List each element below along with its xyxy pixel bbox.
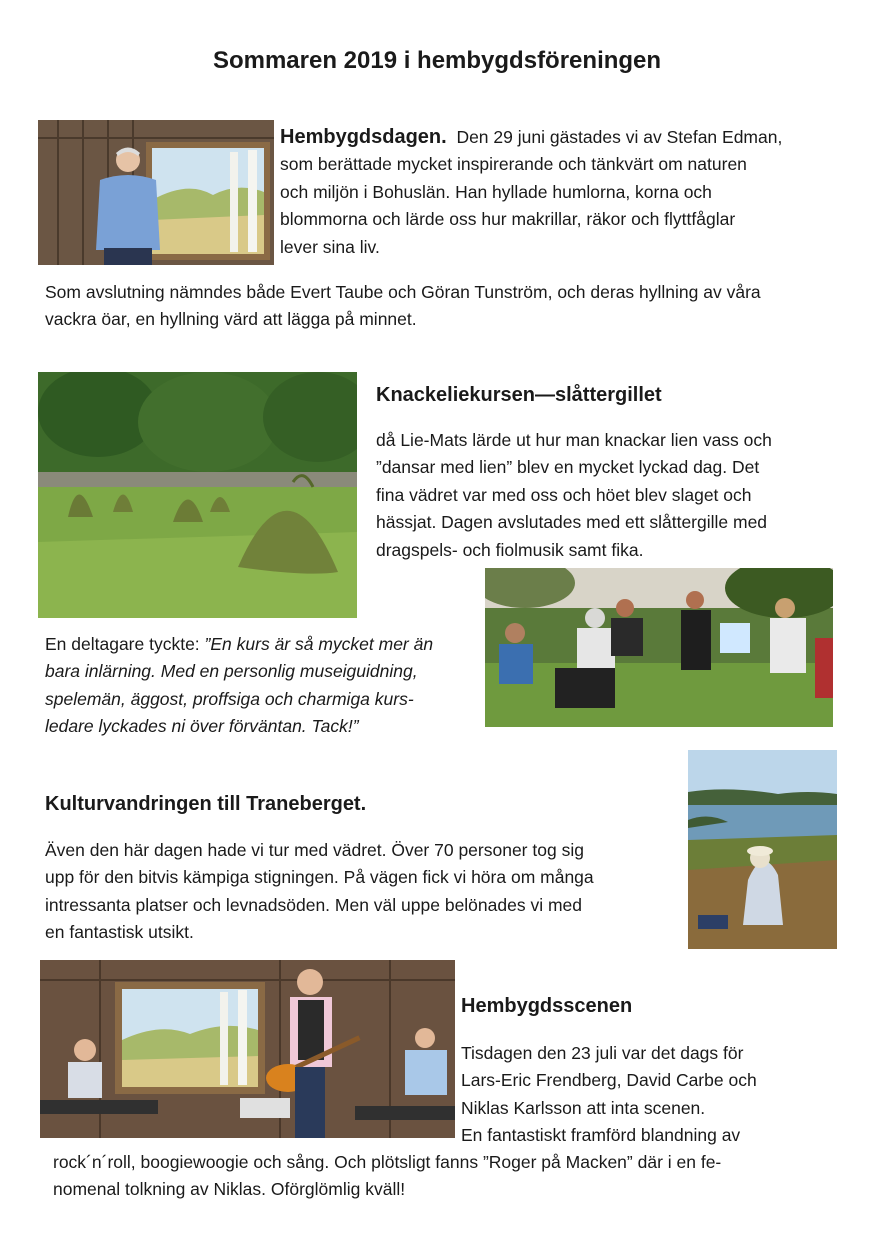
knackeliekursen-line: ”dansar med lien” blev en mycket lyckad dag. Det xyxy=(376,457,760,478)
section-heading-hembygdsscenen: Hembygdsscenen xyxy=(461,995,633,1017)
hembygdsscenen-full-line: nomenal tolkning av Niklas. Oförglömlig kväll! xyxy=(53,1179,406,1200)
quote-line: bara inlärning. Med en personlig museiguidning, xyxy=(45,661,418,682)
knackeliekursen-line: då Lie-Mats lärde ut hur man knackar lien vass och xyxy=(376,430,772,450)
section-heading-hembygdsdagen: Hembygdsdagen. xyxy=(280,126,447,148)
speaker-photo xyxy=(38,120,274,265)
knackeliekursen-line: hässjat. Dagen avslutades med ett slåttergille med xyxy=(376,512,768,533)
hembygdsscenen-line: En fantastiskt framförd blandning av xyxy=(461,1125,741,1146)
concert-photo xyxy=(40,960,455,1138)
kulturvandringen-line: en fantastisk utsikt. xyxy=(45,922,194,943)
quote-intro: En deltagare tyckte: xyxy=(45,634,205,654)
quote-line: ”En kurs är så mycket mer än xyxy=(204,634,434,654)
hembygdsdagen-lead: Den 29 juni gästades vi av Stefan Edman, xyxy=(456,127,783,147)
kulturvandringen-line: intressanta platser och levnadsöden. Men väl uppe belönades vi med xyxy=(45,894,583,915)
page-title: Sommaren 2019 i hembygdsföreningen xyxy=(212,47,662,74)
hembygdsdagen-line: som berättade mycket inspirerande och tänkvärt om naturen xyxy=(280,154,747,175)
hembygdsscenen-line: Lars-Eric Frendberg, David Carbe och xyxy=(461,1070,757,1091)
hembygdsdagen-closing-line: Som avslutning nämndes både Evert Taube och Göran Tunström, och deras hyllning av våra xyxy=(45,282,761,302)
hembygdsscenen-line: Niklas Karlsson att inta scenen. xyxy=(461,1097,706,1118)
quote-line: spelemän, äggost, proffsiga och charmiga kurs- xyxy=(45,688,414,709)
kulturvandringen-line: upp för den bitvis kämpiga stigningen. På vägen fick vi höra om många xyxy=(45,867,594,888)
hembygdsdagen-closing-line: vackra öar, en hyllning värd att lägga på minnet. xyxy=(45,309,417,330)
hembygdsdagen-line: blommorna och lärde oss hur makrillar, räkor och flyttfåglar xyxy=(280,209,736,230)
knackeliekursen-line: fina vädret var med oss och höet blev slaget och xyxy=(376,484,752,505)
view-photo xyxy=(688,750,837,949)
section-heading-kulturvandringen: Kulturvandringen till Traneberget. xyxy=(45,793,367,815)
haystack-photo xyxy=(38,372,357,618)
hembygdsscenen-full-line: rock´n´roll, boogiewoogie och sång. Och plötsligt fanns ”Roger på Macken” där i en fe- xyxy=(53,1152,722,1172)
section-heading-knackeliekursen: Knackeliekursen—slåttergillet xyxy=(376,384,662,406)
hembygdsdagen-line: lever sina liv. xyxy=(280,236,380,257)
hembygdsdagen-line: och miljön i Bohuslän. Han hyllade humlorna, korna och xyxy=(280,181,712,202)
hembygdsscenen-line: Tisdagen den 23 juli var det dags för xyxy=(461,1043,744,1063)
knackeliekursen-line: dragspels- och fiolmusik samt fika. xyxy=(376,539,644,560)
musicians-photo xyxy=(485,568,833,727)
quote-line: ledare lyckades ni över förväntan. Tack!” xyxy=(45,716,359,737)
kulturvandringen-line: Även den här dagen hade vi tur med vädret. Över 70 personer tog sig xyxy=(45,840,584,860)
